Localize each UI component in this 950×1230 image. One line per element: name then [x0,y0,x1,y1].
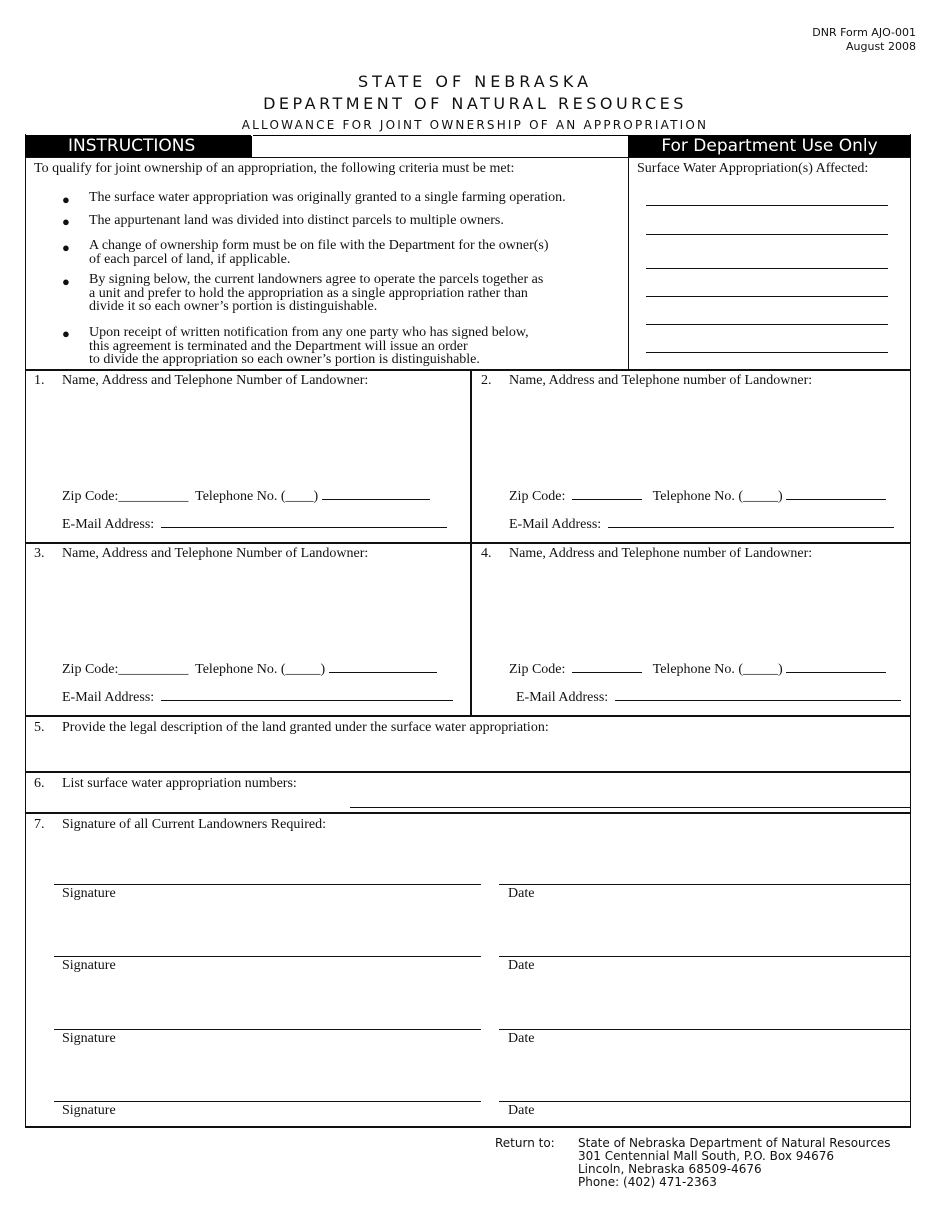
date-line[interactable] [499,956,911,957]
dept-appropriation-line[interactable] [646,296,888,297]
bullet-icon: ● [62,274,70,289]
instructions-intro: To qualify for joint ownership of an appropriation, the following criteria must be met: [34,161,515,176]
bullet-icon: ● [62,192,70,207]
landowner-row2-top-rule [25,542,911,544]
header-bottom-rule [25,157,911,158]
section-6-number: 6. [34,776,45,791]
landowner-3-label: Name, Address and Telephone Number of Landowner: [62,546,369,561]
landowner-4-zip-field[interactable]: Zip Code: Telephone No. (_____) [509,661,886,677]
dept-appropriation-line[interactable] [646,234,888,235]
appropriation-numbers-field[interactable] [350,807,911,808]
landowner-2-zip-field[interactable]: Zip Code: Telephone No. (_____) [509,488,886,504]
legal-description-label: Provide the legal description of the land granted under the surface water appropriation: [62,720,549,735]
signature-section-label: Signature of all Current Landowners Required: [62,817,326,832]
signature-line[interactable] [54,956,481,957]
criteria-item-5: Upon receipt of written notification from any one party who has signed below, this agreement is terminated and the Department will issue an order to divide the appropriation so each owner’s portion is distinguishable. [89,325,529,367]
signature-label: Signature [62,886,116,901]
landowner-1-label: Name, Address and Telephone Number of Landowner: [62,373,369,388]
dept-affected-label: Surface Water Appropriation(s) Affected: [637,161,869,176]
date-label: Date [508,886,535,901]
section-7-number: 7. [34,817,45,832]
signature-label: Signature [62,1031,116,1046]
return-address-line: State of Nebraska Department of Natural Resources [578,1136,891,1150]
landowner-3-email-field[interactable]: E-Mail Address: [62,689,453,705]
form-title: ALLOWANCE FOR JOINT OWNERSHIP OF AN APPROPRIATION [241,118,709,132]
date-line[interactable] [499,1029,911,1030]
dept-appropriation-line[interactable] [646,205,888,206]
landowner-1-email-field[interactable]: E-Mail Address: [62,516,447,532]
bullet-icon: ● [62,240,70,255]
header-divider [251,136,252,157]
return-address-line: 301 Centennial Mall South, P.O. Box 94676 [578,1149,834,1163]
bullet-icon: ● [62,326,70,341]
landowner-2-label: Name, Address and Telephone number of Landowner: [509,373,813,388]
return-address [578,1137,891,1189]
dept-use-header: For Department Use Only [628,135,911,157]
dept-appropriation-line[interactable] [646,352,888,353]
department-title: DEPARTMENT OF NATURAL RESOURCES [263,94,687,113]
signature-line[interactable] [54,1101,481,1102]
dept-column-divider [628,157,629,370]
landowner-4-email-field[interactable]: E-Mail Address: [516,689,901,705]
signature-label: Signature [62,1103,116,1118]
landowner-3-number: 3. [34,546,45,561]
landowner-2-number: 2. [481,373,492,388]
bullet-icon: ● [62,214,70,229]
appropriation-numbers-label: List surface water appropriation numbers: [62,776,297,791]
landowner-4-label: Name, Address and Telephone number of Landowner: [509,546,813,561]
form-number-block [812,26,916,54]
dept-appropriation-line[interactable] [646,268,888,269]
criteria-item-3: A change of ownership form must be on file with the Department for the owner(s) of each parcel of land, if applicable. [89,238,549,267]
landowner-3-zip-field[interactable]: Zip Code:__________ Telephone No. (_____) [62,661,437,677]
header-top-rule [253,135,628,136]
date-label: Date [508,958,535,973]
signature-line[interactable] [54,884,481,885]
date-line[interactable] [499,1101,911,1102]
date-label: Date [508,1031,535,1046]
instructions-header: INSTRUCTIONS [25,135,251,157]
criteria-item-1: The surface water appropriation was originally granted to a single farming operation. [89,190,566,205]
signature-label: Signature [62,958,116,973]
section-6-bottom-rule [25,812,911,814]
landowner-2-email-field[interactable]: E-Mail Address: [509,516,894,532]
date-label: Date [508,1103,535,1118]
signature-line[interactable] [54,1029,481,1030]
landowner-1-number: 1. [34,373,45,388]
criteria-item-2: The appurtenant land was divided into distinct parcels to multiple owners. [89,213,504,228]
landowner-row2-bottom-rule [25,715,911,717]
landowner-1-zip-field[interactable]: Zip Code:__________ Telephone No. (____) [62,488,430,504]
form-date: August 2008 [846,40,916,53]
form-number: DNR Form AJO-001 [812,26,916,39]
dept-appropriation-line[interactable] [646,324,888,325]
return-address-line: Lincoln, Nebraska 68509-4676 [578,1162,762,1176]
legal-description-field[interactable] [30,738,906,770]
landowner-row1-top-rule [25,369,911,371]
landowner-4-number: 4. [481,546,492,561]
return-address-phone: Phone: (402) 471-2363 [578,1175,717,1189]
state-title: STATE OF NEBRASKA [357,72,593,91]
return-to-label: Return to: [495,1136,555,1150]
section-5-number: 5. [34,720,45,735]
date-line[interactable] [499,884,911,885]
section-5-bottom-rule [25,771,911,773]
criteria-item-4: By signing below, the current landowners agree to operate the parcels together as a unit and prefer to hold the appropriation as a single appropriation rather than divide it so each owner’s portion is distinguishable. [89,272,544,314]
